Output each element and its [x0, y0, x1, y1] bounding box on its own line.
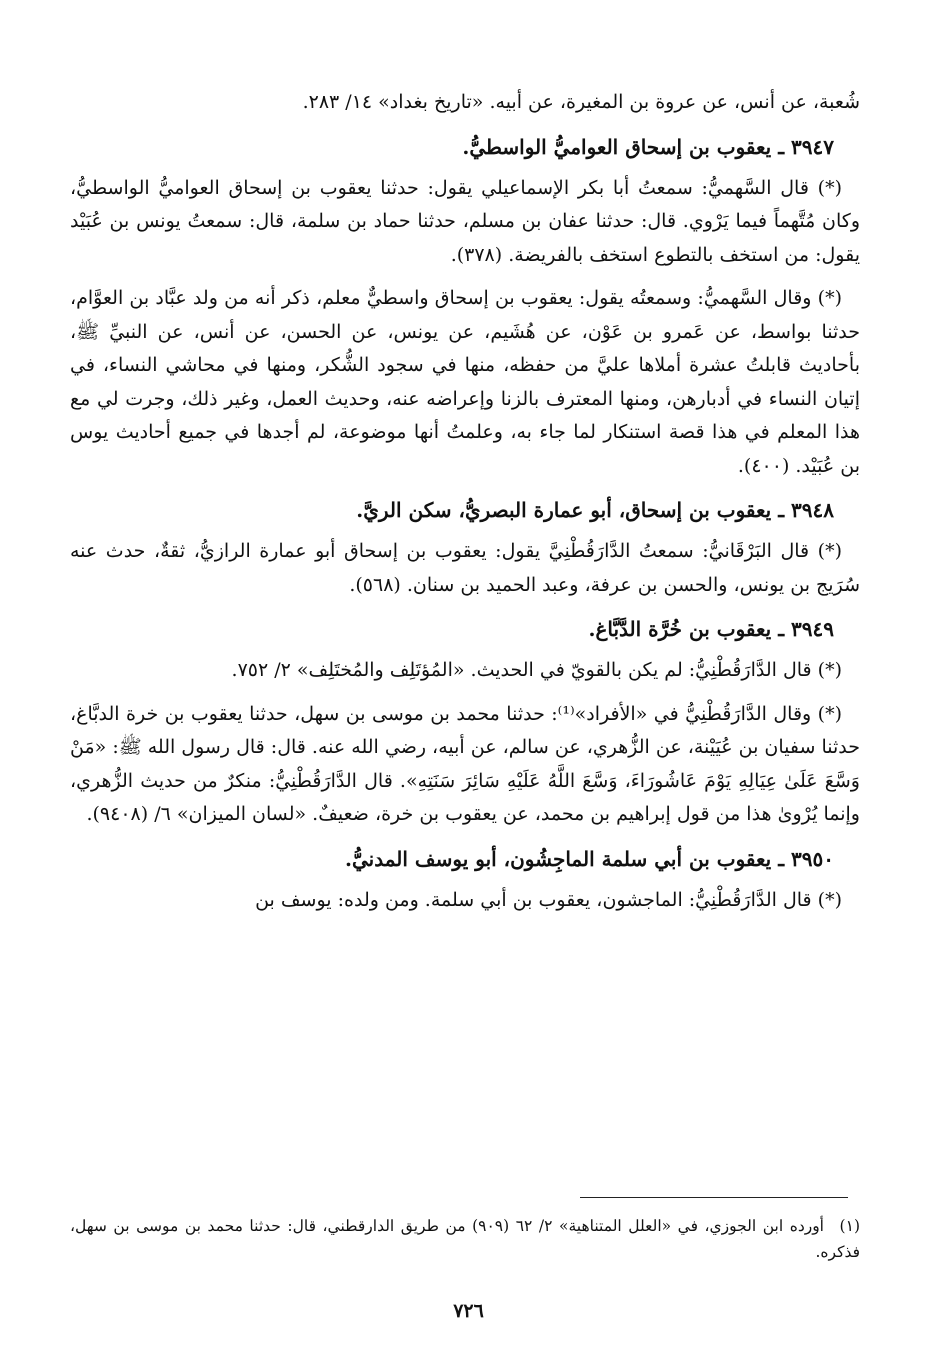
entry-paragraph: (*) وقال السَّهميُّ: وسمعتُه يقول: يعقوب بن إسحاق واسطيٌّ معلم، ذكر أنه من ولد عبَّاد بن العوَّام، حدثنا بواسط، عن عَمرو بن عَوْن، عن هُشَيم، عن يونس، عن الحسن، عن أنس، عن النبيِّ ﷺ، بأحاديث قابلتُ عشرة أملاها عليَّ من حفظه، منها في سجود الشُّكر، ومنها في محاشي النساء، في إتيان النساء في أدبارهن، ومنها المعترف بالزنا وإعراضه عنه، وحديث العمل، وغير ذلك، وجرت لي مع هذا المعلم في هذا قصة استنكار لما جاء به، وعلمتُ أنها موضوعة، لم أجدها في جميع أحاديث يوس بن عُبَيْد. (٤٠٠).	[70, 287, 860, 477]
entry-3947	[70, 130, 860, 484]
entry-paragraph: (*) قال الدَّارَقُطْنِيُّ: لم يكن بالقويّ في الحديث. «المُؤتَلِف والمُختَلِف» ٢/ ٧٥٢.	[231, 659, 842, 681]
footnote-text: أورده ابن الجوزي، في «العلل المتناهية» ٢/ ٦٢ (٩٠٩) من طريق الدارقطني، قال: حدثنا محمد بن موسى بن سهل، فذكره.	[70, 1217, 860, 1261]
entry-heading: ٣٩٥٠ ـ يعقوب بن أبي سلمة الماجِشُون، أبو يوسف المدنيُّ.	[345, 846, 834, 871]
entry-paragraph: (*) قال السَّهميُّ: سمعتُ أبا بكر الإسماعيلي يقول: حدثنا يعقوب بن إسحاق العواميُّ الواسطيُّ، وكان مُتَّهماً فيما يَرْوي. قال: حدثنا عفان بن مسلم، حدثنا حماد بن سلمة، قال: سمعتُ يونس بن عُبَيْد يقول: من استخف بالتطوع استخف بالفريضة. (٣٧٨).	[70, 176, 860, 266]
page-number: ٧٢٦	[453, 1300, 484, 1322]
footnotes	[70, 1213, 860, 1265]
entry-3948	[70, 493, 860, 602]
entry-heading: ٣٩٤٧ ـ يعقوب بن إسحاق العواميُّ الواسطيُّ.	[462, 134, 834, 159]
entry-paragraph: (*) قال الدَّارَقُطْنِيُّ: الماجشون، يعقوب بن أبي سلمة. ومن ولده: يوسف بن	[255, 888, 842, 911]
footnote-number: (١)	[839, 1217, 860, 1235]
entry-paragraph: (*) قال البَرْقَانيُّ: سمعتُ الدَّارَقُطْنِيَّ يقول: يعقوب بن إسحاق أبو عمارة الرازيُّ، ثقةٌ، حدث عنه سُرَيج بن يونس، والحسن بن عرفة، وعبد الحميد بن سنان. (٥٦٨).	[70, 540, 860, 596]
page-body	[70, 86, 860, 927]
opening-line: شُعبة، عن أنس، عن عروة بن المغيرة، عن أبيه. «تاريخ بغداد» ١٤/ ٢٨٣.	[302, 91, 860, 113]
entry-heading: ٣٩٤٨ ـ يعقوب بن إسحاق، أبو عمارة البصريُّ، سكن الريَّ.	[356, 498, 834, 522]
entry-3949	[70, 612, 860, 832]
footnote-divider	[580, 1197, 848, 1198]
entry-paragraph: (*) وقال الدَّارَقُطْنِيُّ في «الأفراد»⁽¹⁾: حدثنا محمد بن موسى بن سهل، حدثنا يعقوب بن خرة الدبَّاغ، حدثنا سفيان بن عُيَيْنة، عن الزُّهري، عن سالم، عن أبيه، رضي الله عنه. قال: قال رسول الله ﷺ: «مَنْ وَسَّعَ عَلَىٰ عِيَالِهِ يَوْمَ عَاشُورَاءَ، وَسَّعَ اللَّهُ عَلَيْهِ سَائِرَ سَنَتِهِ». قال الدَّارَقُطْنِيُّ: منكرٌ من حديث الزُّهري، وإنما يُرْوىٰ هذا من قول إبراهيم بن محمد، عن يعقوب بن خرة، ضعيفٌ. «لسان الميزان» ٦/ (٩٤٠٨).	[70, 702, 860, 825]
entry-3950	[70, 842, 860, 918]
entry-heading: ٣٩٤٩ ـ يعقوب بن خُرَّة الدَّبَّاغ.	[588, 617, 834, 641]
footnote	[70, 1213, 860, 1265]
